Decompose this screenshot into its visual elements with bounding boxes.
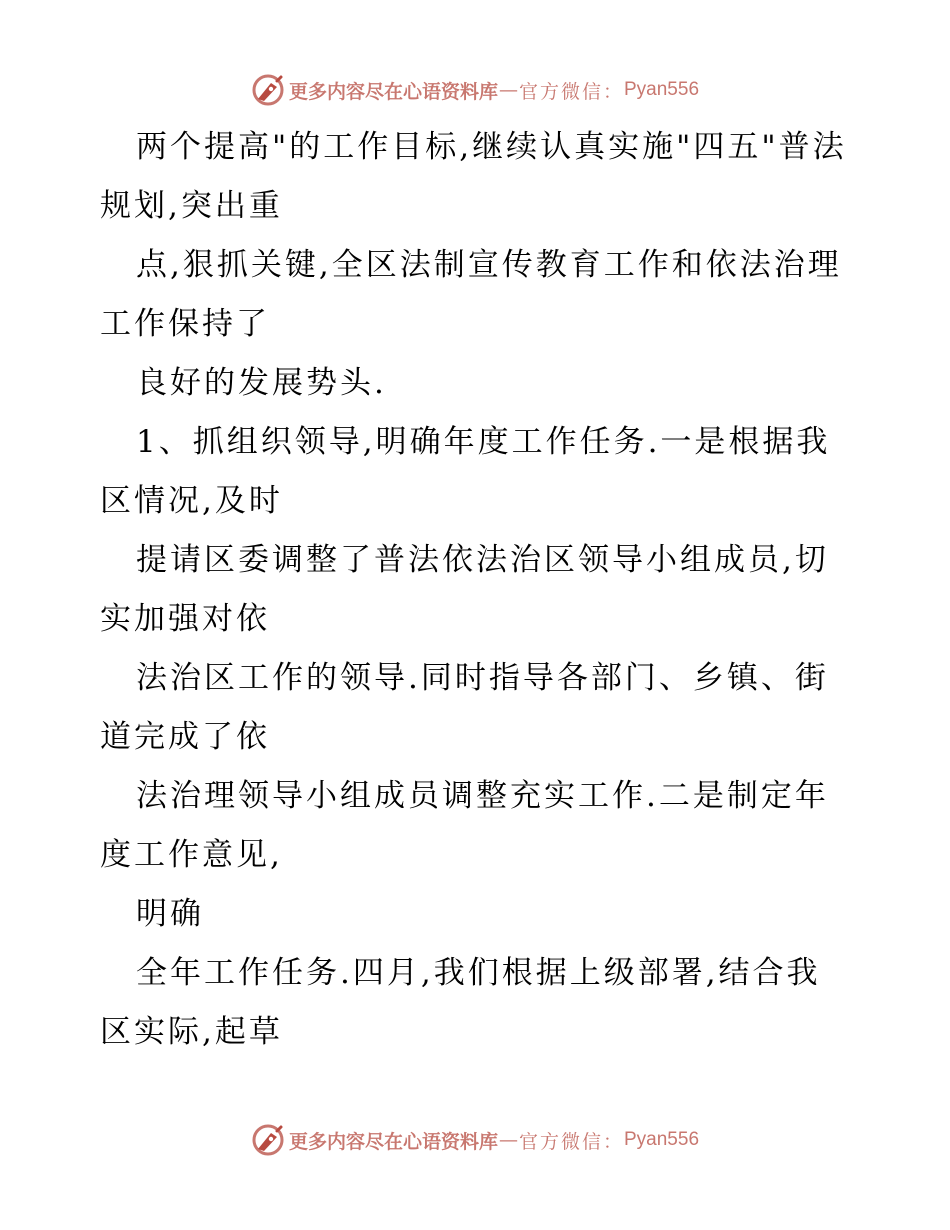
text-line: 良好的发展势头.	[136, 365, 387, 401]
watermark-dash: —	[498, 1129, 518, 1151]
text-line: 工作保持了	[100, 306, 270, 342]
text-line: 规划,突出重	[100, 188, 283, 224]
header-watermark	[0, 70, 950, 110]
footer-watermark	[0, 1120, 950, 1160]
watermark-wechat-id: Pyan556	[624, 79, 700, 100]
watermark-brand: 更多内容尽在心语资料库	[288, 80, 498, 103]
text-line: 法治区工作的领导.同时指导各部门、乡镇、街	[136, 660, 829, 696]
text-line: 全年工作任务.四月,我们根据上级部署,结合我	[136, 955, 821, 991]
text-line: 1、抓组织领导,明确年度工作任务.一是根据我	[136, 424, 831, 460]
watermark-brand: 更多内容尽在心语资料库	[288, 1130, 498, 1153]
text-line: 法治理领导小组成员调整充实工作.二是制定年	[136, 778, 829, 814]
text-line: 道完成了依	[100, 719, 270, 755]
text-line: 区情况,及时	[100, 483, 283, 519]
watermark-wechat-id: Pyan556	[624, 1129, 700, 1150]
text-line: 实加强对依	[100, 601, 270, 637]
pen-nib-logo-icon	[251, 73, 285, 107]
text-line: 明确	[136, 896, 204, 932]
text-line: 度工作意见,	[100, 837, 283, 873]
document-body	[100, 118, 860, 1062]
pen-nib-logo-icon	[251, 1123, 285, 1157]
watermark-official-label: 官方微信：	[518, 80, 624, 103]
watermark-dash: —	[498, 79, 518, 101]
text-line: 点,狠抓关键,全区法制宣传教育工作和依法治理	[136, 247, 842, 283]
text-line: 区实际,起草	[100, 1014, 283, 1050]
text-line: 提请区委调整了普法依法治区领导小组成员,切	[136, 542, 829, 578]
watermark-official-label: 官方微信：	[518, 1130, 624, 1153]
text-line: 两个提高"的工作目标,继续认真实施"四五"普法	[136, 129, 847, 165]
